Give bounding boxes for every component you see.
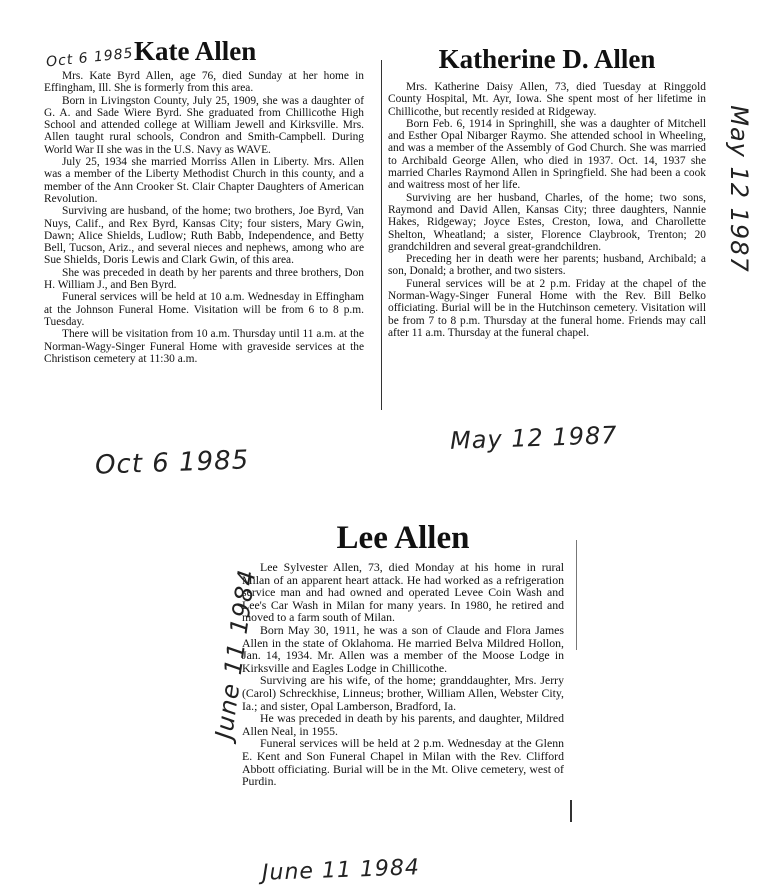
lee-body (242, 561, 564, 788)
lee-right-edge (576, 540, 577, 650)
lee-paragraph: Funeral services will be held at 2 p.m. Wednesday at the Glenn E. Kent and Son Funeral Chapel in Milan with the Rev. Clifford Abbott officiating. Burial will be in the Mt. Olive cemetery, west of Purdin. (242, 736, 564, 789)
lee-paragraph: Lee Sylvester Allen, 73, died Monday at his home in rural Milan of an apparent heart attack. He had worked as a refrigeration service man and had owned and operated Levee Coin Wash and Lee's Car Wash in Milan for many years. In 1980, he retired and moved to a farm south of Milan. (242, 560, 564, 625)
katherine-paragraph: Funeral services will be at 2 p.m. Friday at the chapel of the Norman-Wagy-Singer Funeral Home with the Rev. Bill Belko officiating. Burial will be in the Hutchinson cemetery. Visitation will be from 7 to 8 p.m. Thursday at the funeral home. Friends may call after 11 a.m. Thursday at the funeral chapel. (388, 277, 706, 339)
clipping-divider (381, 60, 382, 410)
katherine-body (388, 81, 706, 339)
kate-date-note: Oct 6 1985 (45, 45, 135, 71)
lee-handwritten-date: June 11 1984 (261, 855, 421, 886)
kate-paragraph: Surviving are husband, of the home; two brothers, Joe Byrd, Van Nuys, Calif., and Rex Byrd, Kansas City; four sisters, Mary Gwin, Dawn; Alice Shields, Ludlow; Ruth Babb, Independence, and Betty Bell, Tucson, Ariz., and several nieces and nephews, among who are Sue Shields, Doris Lewis and Clark Gwin, of this area. (44, 205, 364, 267)
lee-allen-clipping (242, 522, 564, 788)
kate-paragraph: July 25, 1934 she married Morriss Allen in Liberty. Mrs. Allen was a member of the Liberty Methodist Church in this county, and a member of the Ann Crooker St. Clair Chapter Daughters of American Revolution. (44, 156, 364, 205)
lee-paragraph: He was preceded in death by his parents, and daughter, Mildred Allen Neal, in 1955. (242, 711, 564, 738)
katherine-paragraph: Mrs. Katherine Daisy Allen, 73, died Tuesday at Ringgold County Hospital, Mt. Ayr, Iowa. She spent most of her lifetime in Chillicothe, but recently resided at Ridgeway. (388, 81, 706, 118)
lee-side-date: June 11 1984 (209, 567, 262, 741)
kate-paragraph: She was preceded in death by her parents and three brothers, Don H. William J., and Ben Byrd. (44, 266, 364, 292)
katherine-paragraph: Preceding her in death were her parents; husband, Archibald; a son, Donald; a brother, and two sisters. (388, 253, 706, 278)
kate-title: Kate Allen (134, 36, 257, 66)
katherine-allen-clipping (388, 46, 706, 339)
lee-paragraph: Surviving are his wife, of the home; granddaughter, Mrs. Jerry (Carol) Schreckhise, Linneus; brother, William Allen, Webster City, Ia.; and sister, Opal Lamberson, Bradford, Ia. (242, 673, 564, 713)
lee-title: Lee Allen (336, 520, 470, 556)
katherine-title: Katherine D. Allen (438, 44, 656, 74)
kate-paragraph: Funeral services will be held at 10 a.m. Wednesday in Effingham at the Johnson Funeral Home. Visitation will be from 6 to 8 p.m. Tuesday. (44, 291, 364, 328)
kate-paragraph: Mrs. Kate Byrd Allen, age 76, died Sunday at her home in Effingham, Ill. She is formerly from this area. (44, 70, 364, 95)
kate-handwritten-date: Oct 6 1985 (94, 445, 250, 481)
lee-paragraph: Born May 30, 1911, he was a son of Claude and Flora James Allen in the state of Oklahoma. He married Belva Mildred Hollon, Jan. 14, 1934. Mr. Allen was a member of the Moose Lodge in Kirksville and Eagles Lodge in Chillicothe. (242, 622, 564, 675)
katherine-paragraph: Born Feb. 6, 1914 in Springhill, she was a daughter of Mitchell and Esther Opal Nibarger Raymo. She attended school in Wheeling, and was a member of the Assembly of God Church. She was married to Archibald George Allen, who died in 1937. Oct. 14, 1937 she married Charles Raymond Allen in Springfield. She had been a cook and waitress most of her life. (388, 117, 706, 192)
katherine-side-date: May 12 1987 (724, 105, 753, 273)
kate-paragraph: Born in Livingston County, July 25, 1909, she was a daughter of G. A. and Sade Wiere Byrd. She graduated from Chillicothe High School and attended college at William Jewell and Kirksville. Mrs. Allen taught rural schools, Condron and Smith-Campbell. During World War II she was in the U.S. Navy as WAVE. (44, 94, 364, 156)
katherine-handwritten-date: May 12 1987 (449, 421, 618, 455)
katherine-paragraph: Surviving are her husband, Charles, of the home; two sons, Raymond and David Allen, Kansas City; three daughters, Nannie Hakes, Ridgeway; Joyce Estes, Creston, Iowa, and Charollette Shelton, Wheatland; a sister, Florence Claybrook, Trenton; 20 grandchildren and several great-grandchildren. (388, 191, 706, 253)
kate-body (44, 70, 364, 365)
kate-paragraph: There will be visitation from 10 a.m. Thursday until 11 a.m. at the Norman-Wagy-Singer Funeral Home with graveside services at the Christison cemetery at 11:30 a.m. (44, 328, 364, 365)
lee-right-edge-bottom (570, 800, 572, 822)
kate-allen-clipping (44, 34, 364, 365)
